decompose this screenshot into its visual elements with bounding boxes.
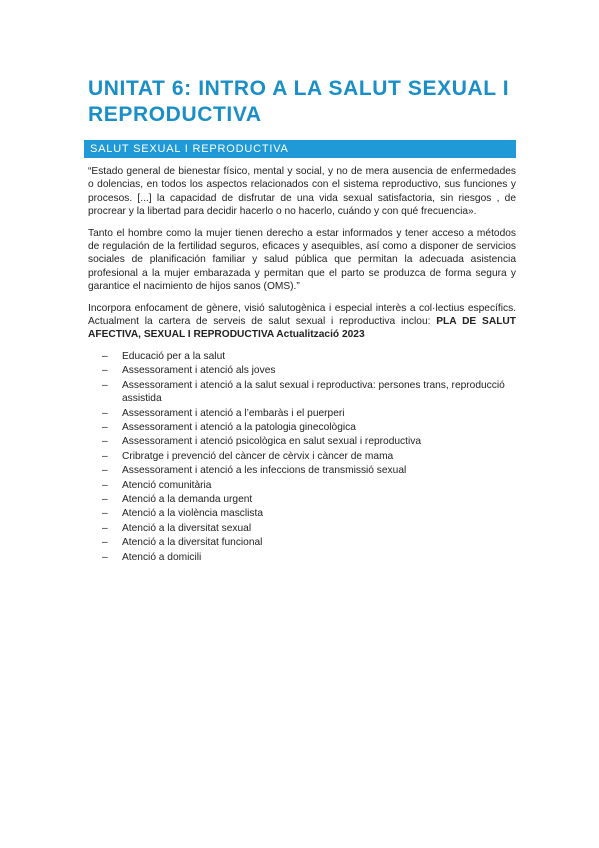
list-dash: –	[102, 407, 108, 419]
list-item	[88, 551, 516, 564]
list-item-text: Atenció comunitària	[122, 479, 212, 491]
list-item	[88, 493, 516, 506]
document-body	[88, 165, 516, 565]
list-dash: –	[102, 365, 108, 377]
list-item-text: Assessorament i atenció a les infeccions de transmissió sexual	[122, 465, 407, 477]
list-item	[88, 364, 516, 377]
list-item-text: Atenció a la diversitat sexual	[122, 522, 252, 534]
list-dash: –	[102, 551, 108, 563]
list-dash: –	[102, 537, 108, 549]
list-item-text: Assessorament i atenció a l’embaràs i el puerperi	[122, 407, 345, 419]
list-item-text: Atenció a la violència masclista	[122, 508, 263, 520]
list-item	[88, 507, 516, 520]
intro-text: Incorpora enfocament de gènere, visió salutogènica i especial interès a col·lectius específics. Actualment la cartera de serveis de salut sexual i reproductiva inclou:	[88, 302, 516, 328]
quote-paragraph-2: Tanto el hombre como la mujer tienen derecho a estar informados y tener acceso a métodos de regulación de la fertilidad seguros, eficaces y asequibles, así como a disponer de servicios sociales de planificación familiar y salud pública que permitan la adecuada asistencia profesional a la mujer embarazada y permitan que el parto se produzca de forma segura y garantice el nacimiento de hijos sanos (OMS).”	[88, 227, 516, 293]
list-dash: –	[102, 379, 108, 391]
quote-paragraph-1: “Estado general de bienestar físico, mental y social, y no de mera ausencia de enfermedades o dolencias, en todos los aspectos relacionados con el sistema reproductivo, sus funciones y procesos. [...] la capacidad de disfrutar de una vida sexual satisfactoria, sin riesgos , de procrear y la libertad para decidir hacerlo o no hacerlo, cuándo y con qué frecuencia».	[88, 166, 516, 218]
list-item-text: Atenció a la demanda urgent	[122, 493, 253, 505]
list-item	[88, 464, 516, 477]
list-item-text: Assessorament i atenció psicològica en salut sexual i reproductiva	[122, 436, 421, 448]
list-item	[88, 421, 516, 434]
list-dash: –	[102, 508, 108, 520]
list-item	[88, 536, 516, 549]
intro-paragraph	[88, 302, 516, 342]
list-dash: –	[102, 421, 108, 433]
list-item	[88, 379, 516, 406]
page-title: UNITAT 6: INTRO A LA SALUT SEXUAL I REPRODUCTIVA	[88, 77, 510, 126]
list-dash: –	[102, 350, 108, 362]
list-item-text: Atenció a la diversitat funcional	[122, 537, 263, 549]
list-item	[88, 407, 516, 420]
list-dash: –	[102, 465, 108, 477]
list-item	[88, 450, 516, 463]
list-item	[88, 350, 516, 363]
list-item-text: Atenció a domicili	[122, 551, 202, 563]
list-item-text: Assessorament i atenció a la patologia ginecològica	[122, 421, 356, 433]
list-dash: –	[102, 522, 108, 534]
services-list	[88, 350, 516, 564]
list-item-text: Assessorament i atenció als joves	[122, 365, 276, 377]
list-item-text: Assessorament i atenció a la salut sexual i reproductiva: persones trans, reproducció assistida	[122, 379, 505, 405]
intro-plan-title: PLA DE SALUT AFECTIVA, SEXUAL I REPRODUCTIVA Actualització 2023	[88, 316, 517, 341]
list-item-text: Cribratge i prevenció del càncer de cèrvix i càncer de mama	[122, 450, 394, 462]
list-item	[88, 479, 516, 492]
list-item-text: Educació per a la salut	[122, 350, 226, 362]
list-dash: –	[102, 436, 108, 448]
section-banner: SALUT SEXUAL I REPRODUCTIVA	[84, 140, 516, 158]
list-dash: –	[102, 479, 108, 491]
list-item	[88, 522, 516, 535]
list-item	[88, 435, 516, 448]
list-dash: –	[102, 450, 108, 462]
list-dash: –	[102, 493, 108, 505]
